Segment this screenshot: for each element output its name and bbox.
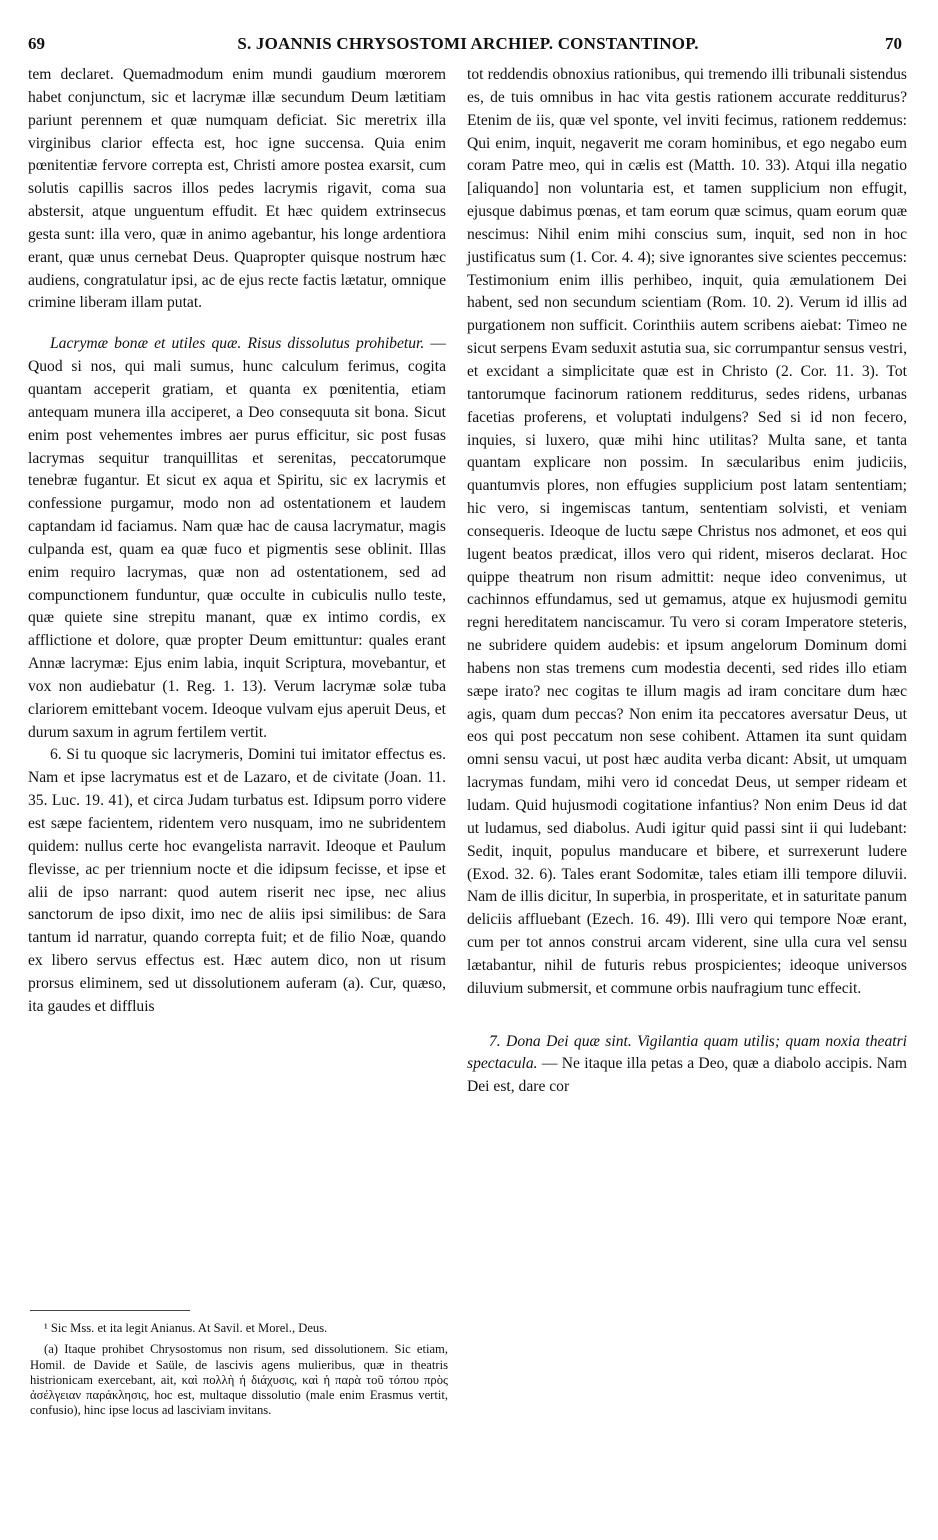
page-number-left: 69 — [28, 34, 45, 53]
left-paragraph-2 — [28, 333, 446, 744]
right-paragraph-2-body: — Ne itaque illa petas a Deo, quæ a diabolo accipis. Nam Dei est, dare cor — [467, 1055, 907, 1096]
running-header — [28, 30, 908, 60]
footnote-rule — [30, 1310, 190, 1311]
footnotes — [30, 1310, 448, 1425]
section-heading-lacrymae: Lacrymæ bonæ et utiles quæ. Risus dissolutus prohibetur. — [50, 335, 425, 353]
right-paragraph-2 — [467, 1031, 907, 1100]
right-paragraph-1: tot reddendis obnoxius rationibus, qui tremendo illi tribunali sistendus es, de tuis omnibus in hac vita gestis rationem accurate redditurus? Etenim de iis, quæ vel sponte, vel inviti fecimus, rationem reddemus: Qui enim, inquit, negaverit me coram hominibus, et ego negabo eum coram Patre meo, qui in cælis est (Matth. 10. 33). Atqui illa negatio [aliquando] non voluntaria est, et tamen supplicium non effugit, ejusque dabimus pœnas, et tam eorum quæ scimus, quam eorum quæ nescimus: Nihil enim mihi conscius sum, inquit, sed non in hoc justificatus sum (1. Cor. 4. 4); sive ignorantes sive scientes peccemus: Testimonium enim illis perhibeo, inquit, quia æmulationem Dei habent, sed non secundum scientiam (Rom. 10. 2). Verum id illis ad purgationem non sufficit. Corinthiis autem scribens aiebat: Timeo ne sicut serpens Evam seduxit astutia sua, sic corrumpantur sensus vestri, et excidant a simplicitate quæ est in Christo (2. Cor. 11. 3). Tot tantorumque facinorum rationem redditurus, sedes ridens, urbanas facetias proferens, et voluptati indulgens? Sed si id non fecero, inquies, si luxero, quæ mihi hinc utilitas? Multa sane, et tanta quantam explicare non possim. In sæcularibus enim judiciis, quantumvis plores, non effugies supplicium post latam sententiam; hic vero, si ingemiscas tantum, sententiam solvisti, et veniam consequeris. Ideoque de luctu sæpe Christus nos admonet, et eos qui lugent beatos prædicat, illos vero qui rident, miseros declarat. Hoc quippe theatrum non risum admittit: neque ideo convenimus, ut cachinnos effundamus, sed ut gemamus, atque ex hujusmodi gemitu regni hereditatem nanciscamur. Tu vero si coram Imperatore steteris, ne subridere quidem audebis: et ipsum angelorum Dominum domi habens non stas tremens cum modestia decenti, sed rides illo etiam sæpe irato? nec cogitas te illum magis ad iram concitare dum hæc agis, quam dum peccas? Non enim ita peccatores aversatur Deus, ut eos qui post peccatum non sese cohibent. Attamen ita sunt quidam omni sensu vacui, ut post hæc audita verba dicant: Absit, ut umquam lacrymas fundam, mihi vero id concedat Deus, ut semper rideam et ludam. Quid hujusmodi cogitatione infantius? Non enim Deus id dat ut ludamus, sed diabolus. Audi igitur quid passi sint ii qui ludebant: Sedit, inquit, populus manducare et bibere, et surrexerunt ludere (Exod. 32. 6). Tales erant Sodomitæ, tales etiam illi tempore diluvii. Nam de illis dicitur, In superbia, in prosperitate, et in saturitate panum deliciis affluebant (Ezech. 16. 49). Illi vero qui tempore Noæ erant, cum per tot annos construi arcam viderent, sine ulla cura vel sensu lætabantur, nihil de futuris rebus prospicientes; ideoque universos diluvium submersit, et commune orbis naufragium tunc effecit. — [467, 66, 907, 997]
footnote-1: ¹ Sic Mss. et ita legit Anianus. At Savil. et Morel., Deus. — [44, 1321, 328, 1335]
footnote-a: (a) Itaque prohibet Chrysostomus non risum, sed dissolutionem. Sic etiam, Homil. de Davide et Saüle, de lascivis agens mulieribus, quæ in theatris histrionicam exercebant, ait, καὶ πολλὴ ἡ διάχυσις, καὶ ἡ παρὰ τοῦ τόπου πρὸς ἀσέλγειαν παράκλησις, hoc est, multaque dissolutio (male enim Erasmus vertit, confusio), hinc ipse locus ad lasciviam invitans. — [30, 1342, 448, 1418]
page-number-right: 70 — [885, 34, 902, 53]
running-title: S. JOANNIS CHRYSOSTOMI ARCHIEP. CONSTANTINOP. — [237, 34, 699, 53]
left-column — [28, 64, 446, 1019]
left-paragraph-1: tem declaret. Quemadmodum enim mundi gaudium mœrorem habet conjunctum, sic et lacrymæ illæ secundum Deum lætitiam pariunt perennem et quæ numquam deficiat. Sic meretrix illa virginibus clarior effecta est, hoc igne succensa. Quia enim pœnitentiæ fervore correpta est, Christi amore postea exarsit, cum solutis capillis sacros illos pedes lacrymis rigavit, coma sua abstersit, atque unguentum effudit. Et hæc quidem extrinsecus gesta sunt: illa vero, quæ in animo agebantur, his longe ardentiora erant, quæ unus cernebat Deus. Quapropter quisque nostrum hæc audiens, congratulatur ipsi, ac de ejus recte factis lætatur, omnique crimine liberam illam putat. — [28, 66, 446, 312]
right-column — [467, 64, 907, 1099]
left-paragraph-3: 6. Si tu quoque sic lacrymeris, Domini tui imitator effectus es. Nam et ipse lacrymatus est et de Lazaro, et de civitate (Joan. 11. 35. Luc. 19. 41), et circa Judam turbatus est. Idipsum porro videre est sæpe facientem, ridentem vero nusquam, imo ne subridentem quidem: nullus certe hoc evangelista narravit. Ideoque et Paulum flevisse, ac per triennium nocte et die idipsum fecisse, et ipse et alii de ipso narrant: quod autem riserit nec ipse, nec alius sanctorum de ipso dixit, imo nec de aliis ipsi similibus: de Sara tantum id narratur, quando correpta fuit; et de filio Noæ, quando ex libero servus effectus est. Hæc autem dico, non ut risum prorsus eliminem, sed ut dissolutionem auferam (a). Cur, quæso, ita gaudes et diffluis — [28, 746, 446, 1015]
section-heading-dona-dei: 7. Dona Dei quæ sint. Vigilantia quam utilis; quam noxia theatri spectacula. — [467, 1032, 907, 1073]
left-paragraph-2-body: — Quod si nos, qui mali sumus, hunc calculum ferimus, cogita quantam acceperit gratiam, et quanta ex pœnitentia, etiam antequam munera illa acciperet, a Deo consequuta sit bona. Sicut enim post vehementes imbres aer purus efficitur, sic post fusas lacrymas sequitur tranquillitas et serenitas, peccatorumque tenebræ fugantur. Et sicut ex aqua et Spiritu, sic ex lacrymis et confessione purgamur, modo non ad ostentationem et laudem captandam id faciamus. Nam quæ hac de causa lacrymatur, magis culpanda est, quam ea quæ fuco et pigmentis sese oblinit. Illas enim requiro lacrymas, quæ non ad ostentationem, sed ad compunctionem funduntur, quæ occulte in cubiculis nullo teste, quæ quiete sine strepitu manant, quæ ex intimo cordis, ex afflictione et dolore, quæ propter Deum emittuntur: quales erant Annæ lacrymæ: Ejus enim labia, inquit Scriptura, movebantur, et vox non audiebatur (1. Reg. 1. 13). Verum lacrymæ solæ tuba clariorem emittebant vocem. Ideoque vulvam ejus aperuit Deus, et durum saxum in agrum fertilem vertit. — [28, 335, 446, 741]
